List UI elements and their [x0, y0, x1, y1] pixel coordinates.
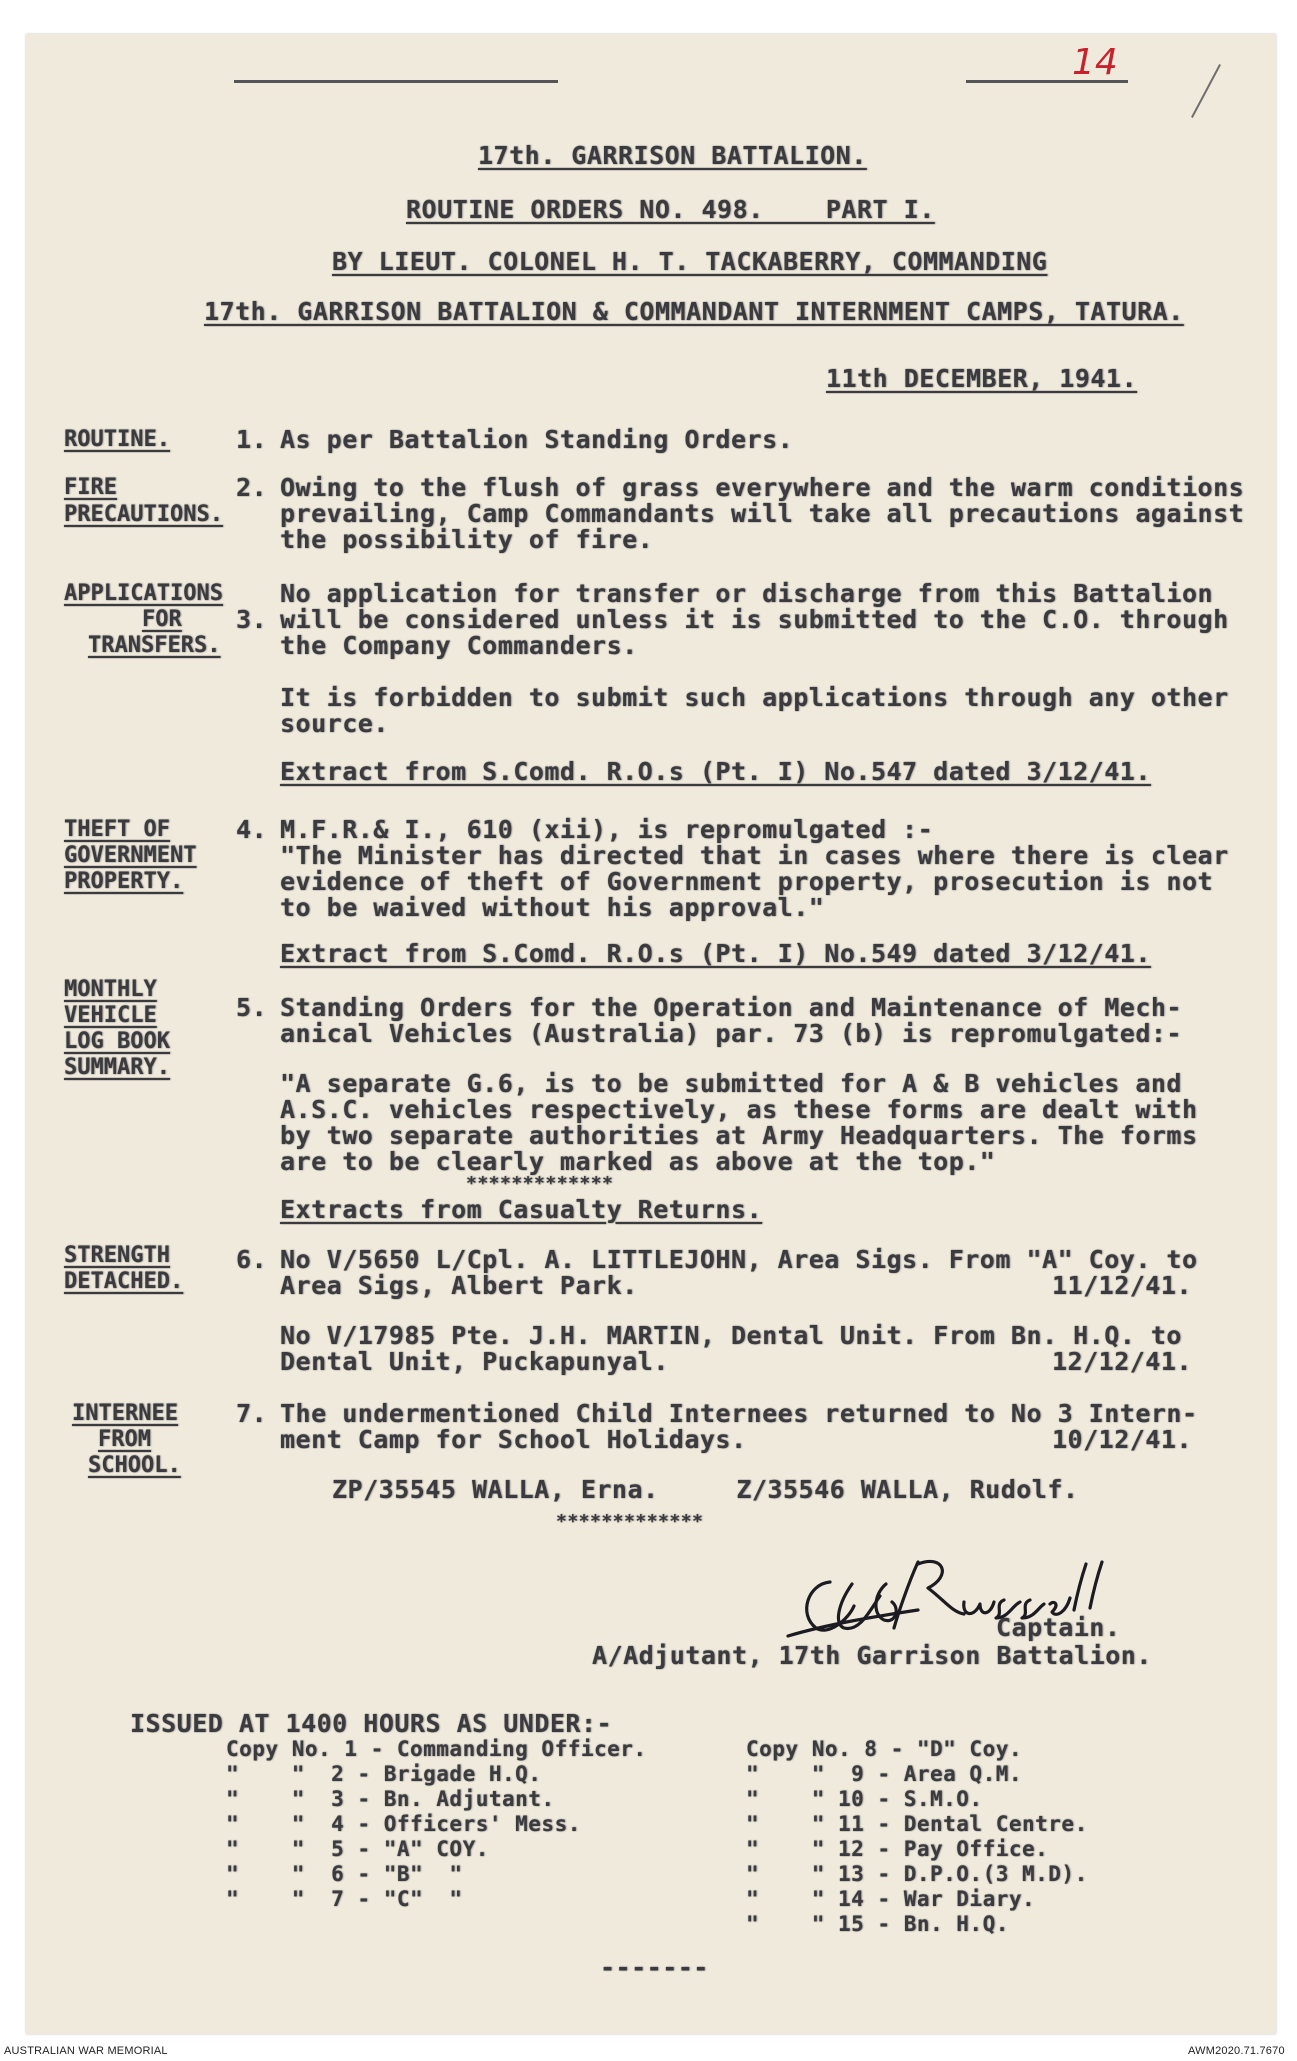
item-text: It is forbidden to submit such applications through any other: [280, 683, 1229, 712]
distribution-right-1: Copy No. 8 - "D" Coy.: [746, 1737, 1023, 1761]
distribution-right-6: " " 13 - D.P.O.(3 M.D).: [746, 1862, 1088, 1886]
item-number: 3.: [236, 605, 268, 634]
item-text: prevailing, Camp Commandants will take all precautions against: [280, 499, 1245, 528]
item-text: Dental Unit, Puckapunyal.: [280, 1347, 669, 1376]
extract-reference: Extract from S.Comd. R.O.s (Pt. I) No.547 dated 3/12/41.: [280, 757, 1151, 786]
orders-title: ROUTINE ORDERS NO. 498. PART I.: [406, 195, 935, 224]
margin-internee: INTERNEE: [72, 1401, 178, 1426]
margin-monthly: MONTHLY: [64, 977, 157, 1002]
item-text: source.: [280, 709, 389, 738]
distribution-right-3: " " 10 - S.M.O.: [746, 1787, 983, 1811]
item-text: will be considered unless it is submitted to the C.O. through: [280, 605, 1229, 634]
signatory-appointment: A/Adjutant, 17th Garrison Battalion.: [592, 1641, 1152, 1670]
item-text: Standing Orders for the Operation and Maintenance of Mech-: [280, 993, 1182, 1022]
item-number: 4.: [236, 815, 268, 844]
item-text: the Company Commanders.: [280, 631, 638, 660]
margin-routine: ROUTINE.: [64, 427, 170, 452]
item-text: to be waived without his approval.": [280, 893, 825, 922]
margin-for: FOR: [142, 607, 182, 632]
item-text: As per Battalion Standing Orders.: [280, 425, 794, 454]
item-text: Area Sigs, Albert Park.: [280, 1271, 638, 1300]
item-text: ment Camp for School Holidays.: [280, 1425, 747, 1454]
margin-detached: DETACHED.: [64, 1269, 184, 1294]
document-page: [26, 34, 1276, 2034]
unit-line: 17th. GARRISON BATTALION & COMMANDANT INTERNMENT CAMPS, TATURA.: [204, 297, 1184, 326]
distribution-right-2: " " 9 - Area Q.M.: [746, 1762, 1023, 1786]
margin-property: PROPERTY.: [64, 869, 184, 894]
item-text: No V/17985 Pte. J.H. MARTIN, Dental Unit. From Bn. H.Q. to: [280, 1321, 1182, 1350]
extract-reference: Extract from S.Comd. R.O.s (Pt. I) No.549 dated 3/12/41.: [280, 939, 1151, 968]
margin-log-book: LOG BOOK: [64, 1029, 170, 1054]
item-number: 6.: [236, 1245, 268, 1274]
separator-stars: *************: [556, 1511, 704, 1532]
corner-mark: [1191, 64, 1221, 118]
item-text: M.F.R.& I., 610 (xii), is repromulgated :-: [280, 815, 934, 844]
margin-transfers: TRANSFERS.: [88, 633, 221, 658]
margin-government: GOVERNMENT: [64, 843, 197, 868]
item-text: A.S.C. vehicles respectively, as these forms are dealt with: [280, 1095, 1198, 1124]
distribution-heading: ISSUED AT 1400 HOURS AS UNDER:-: [130, 1709, 613, 1738]
top-left-rule: [234, 80, 558, 83]
margin-vehicle: VEHICLE: [64, 1003, 157, 1028]
item-number: 7.: [236, 1399, 268, 1428]
item-text: the possibility of fire.: [280, 525, 654, 554]
margin-fire: FIRE: [64, 475, 117, 500]
distribution-left-2: " " 2 - Brigade H.Q.: [226, 1762, 542, 1786]
distribution-left-4: " " 4 - Officers' Mess.: [226, 1812, 581, 1836]
item-text: Owing to the flush of grass everywhere and the warm conditions: [280, 473, 1245, 502]
item-number: 2.: [236, 473, 268, 502]
commanding-line: BY LIEUT. COLONEL H. T. TACKABERRY, COMMANDING: [332, 247, 1048, 276]
margin-school: SCHOOL.: [88, 1453, 181, 1478]
page-number: 14: [1072, 42, 1118, 83]
item-text: The undermentioned Child Internees returned to No 3 Intern-: [280, 1399, 1198, 1428]
item-number: 5.: [236, 993, 268, 1022]
entry-date: 10/12/41.: [1052, 1425, 1192, 1454]
margin-applications: APPLICATIONS: [64, 581, 223, 606]
order-date: 11th DECEMBER, 1941.: [826, 364, 1138, 393]
distribution-left-7: " " 7 - "C" ": [226, 1887, 463, 1911]
end-mark: -------: [600, 1953, 709, 1982]
item-text: are to be clearly marked as above at the top.": [280, 1147, 996, 1176]
internee-names: ZP/35545 WALLA, Erna. Z/35546 WALLA, Rudolf.: [332, 1475, 1079, 1504]
footer-archive-name: AUSTRALIAN WAR MEMORIAL: [4, 2045, 168, 2057]
item-text: No application for transfer or discharge from this Battalion: [280, 579, 1214, 608]
extract-heading: Extracts from Casualty Returns.: [280, 1195, 763, 1224]
item-text: No V/5650 L/Cpl. A. LITTLEJOHN, Area Sigs. From "A" Coy. to: [280, 1245, 1198, 1274]
item-number: 1.: [236, 425, 268, 454]
item-text: by two separate authorities at Army Headquarters. The forms: [280, 1121, 1198, 1150]
separator-stars: *************: [466, 1173, 614, 1194]
distribution-left-5: " " 5 - "A" COY.: [226, 1837, 489, 1861]
distribution-left-1: Copy No. 1 - Commanding Officer.: [226, 1737, 647, 1761]
distribution-right-4: " " 11 - Dental Centre.: [746, 1812, 1088, 1836]
margin-summary: SUMMARY.: [64, 1055, 170, 1080]
distribution-right-5: " " 12 - Pay Office.: [746, 1837, 1049, 1861]
margin-precautions: PRECAUTIONS.: [64, 502, 223, 527]
item-text: evidence of theft of Government property, prosecution is not: [280, 867, 1214, 896]
distribution-right-8: " " 15 - Bn. H.Q.: [746, 1912, 1009, 1936]
distribution-left-3: " " 3 - Bn. Adjutant.: [226, 1787, 555, 1811]
entry-date: 12/12/41.: [1052, 1347, 1192, 1376]
item-text: anical Vehicles (Australia) par. 73 (b) is repromulgated:-: [280, 1019, 1182, 1048]
footer-catalogue-id: AWM2020.71.7670: [1188, 2045, 1285, 2057]
battalion-title: 17th. GARRISON BATTALION.: [478, 141, 867, 170]
entry-date: 11/12/41.: [1052, 1271, 1192, 1300]
item-text: "A separate G.6, is to be submitted for A & B vehicles and: [280, 1069, 1182, 1098]
margin-from: FROM: [98, 1427, 151, 1452]
margin-theft: THEFT OF: [64, 817, 170, 842]
margin-strength: STRENGTH: [64, 1243, 170, 1268]
distribution-left-6: " " 6 - "B" ": [226, 1862, 463, 1886]
item-text: "The Minister has directed that in cases where there is clear: [280, 841, 1229, 870]
distribution-right-7: " " 14 - War Diary.: [746, 1887, 1036, 1911]
signatory-rank: Captain.: [996, 1613, 1121, 1642]
